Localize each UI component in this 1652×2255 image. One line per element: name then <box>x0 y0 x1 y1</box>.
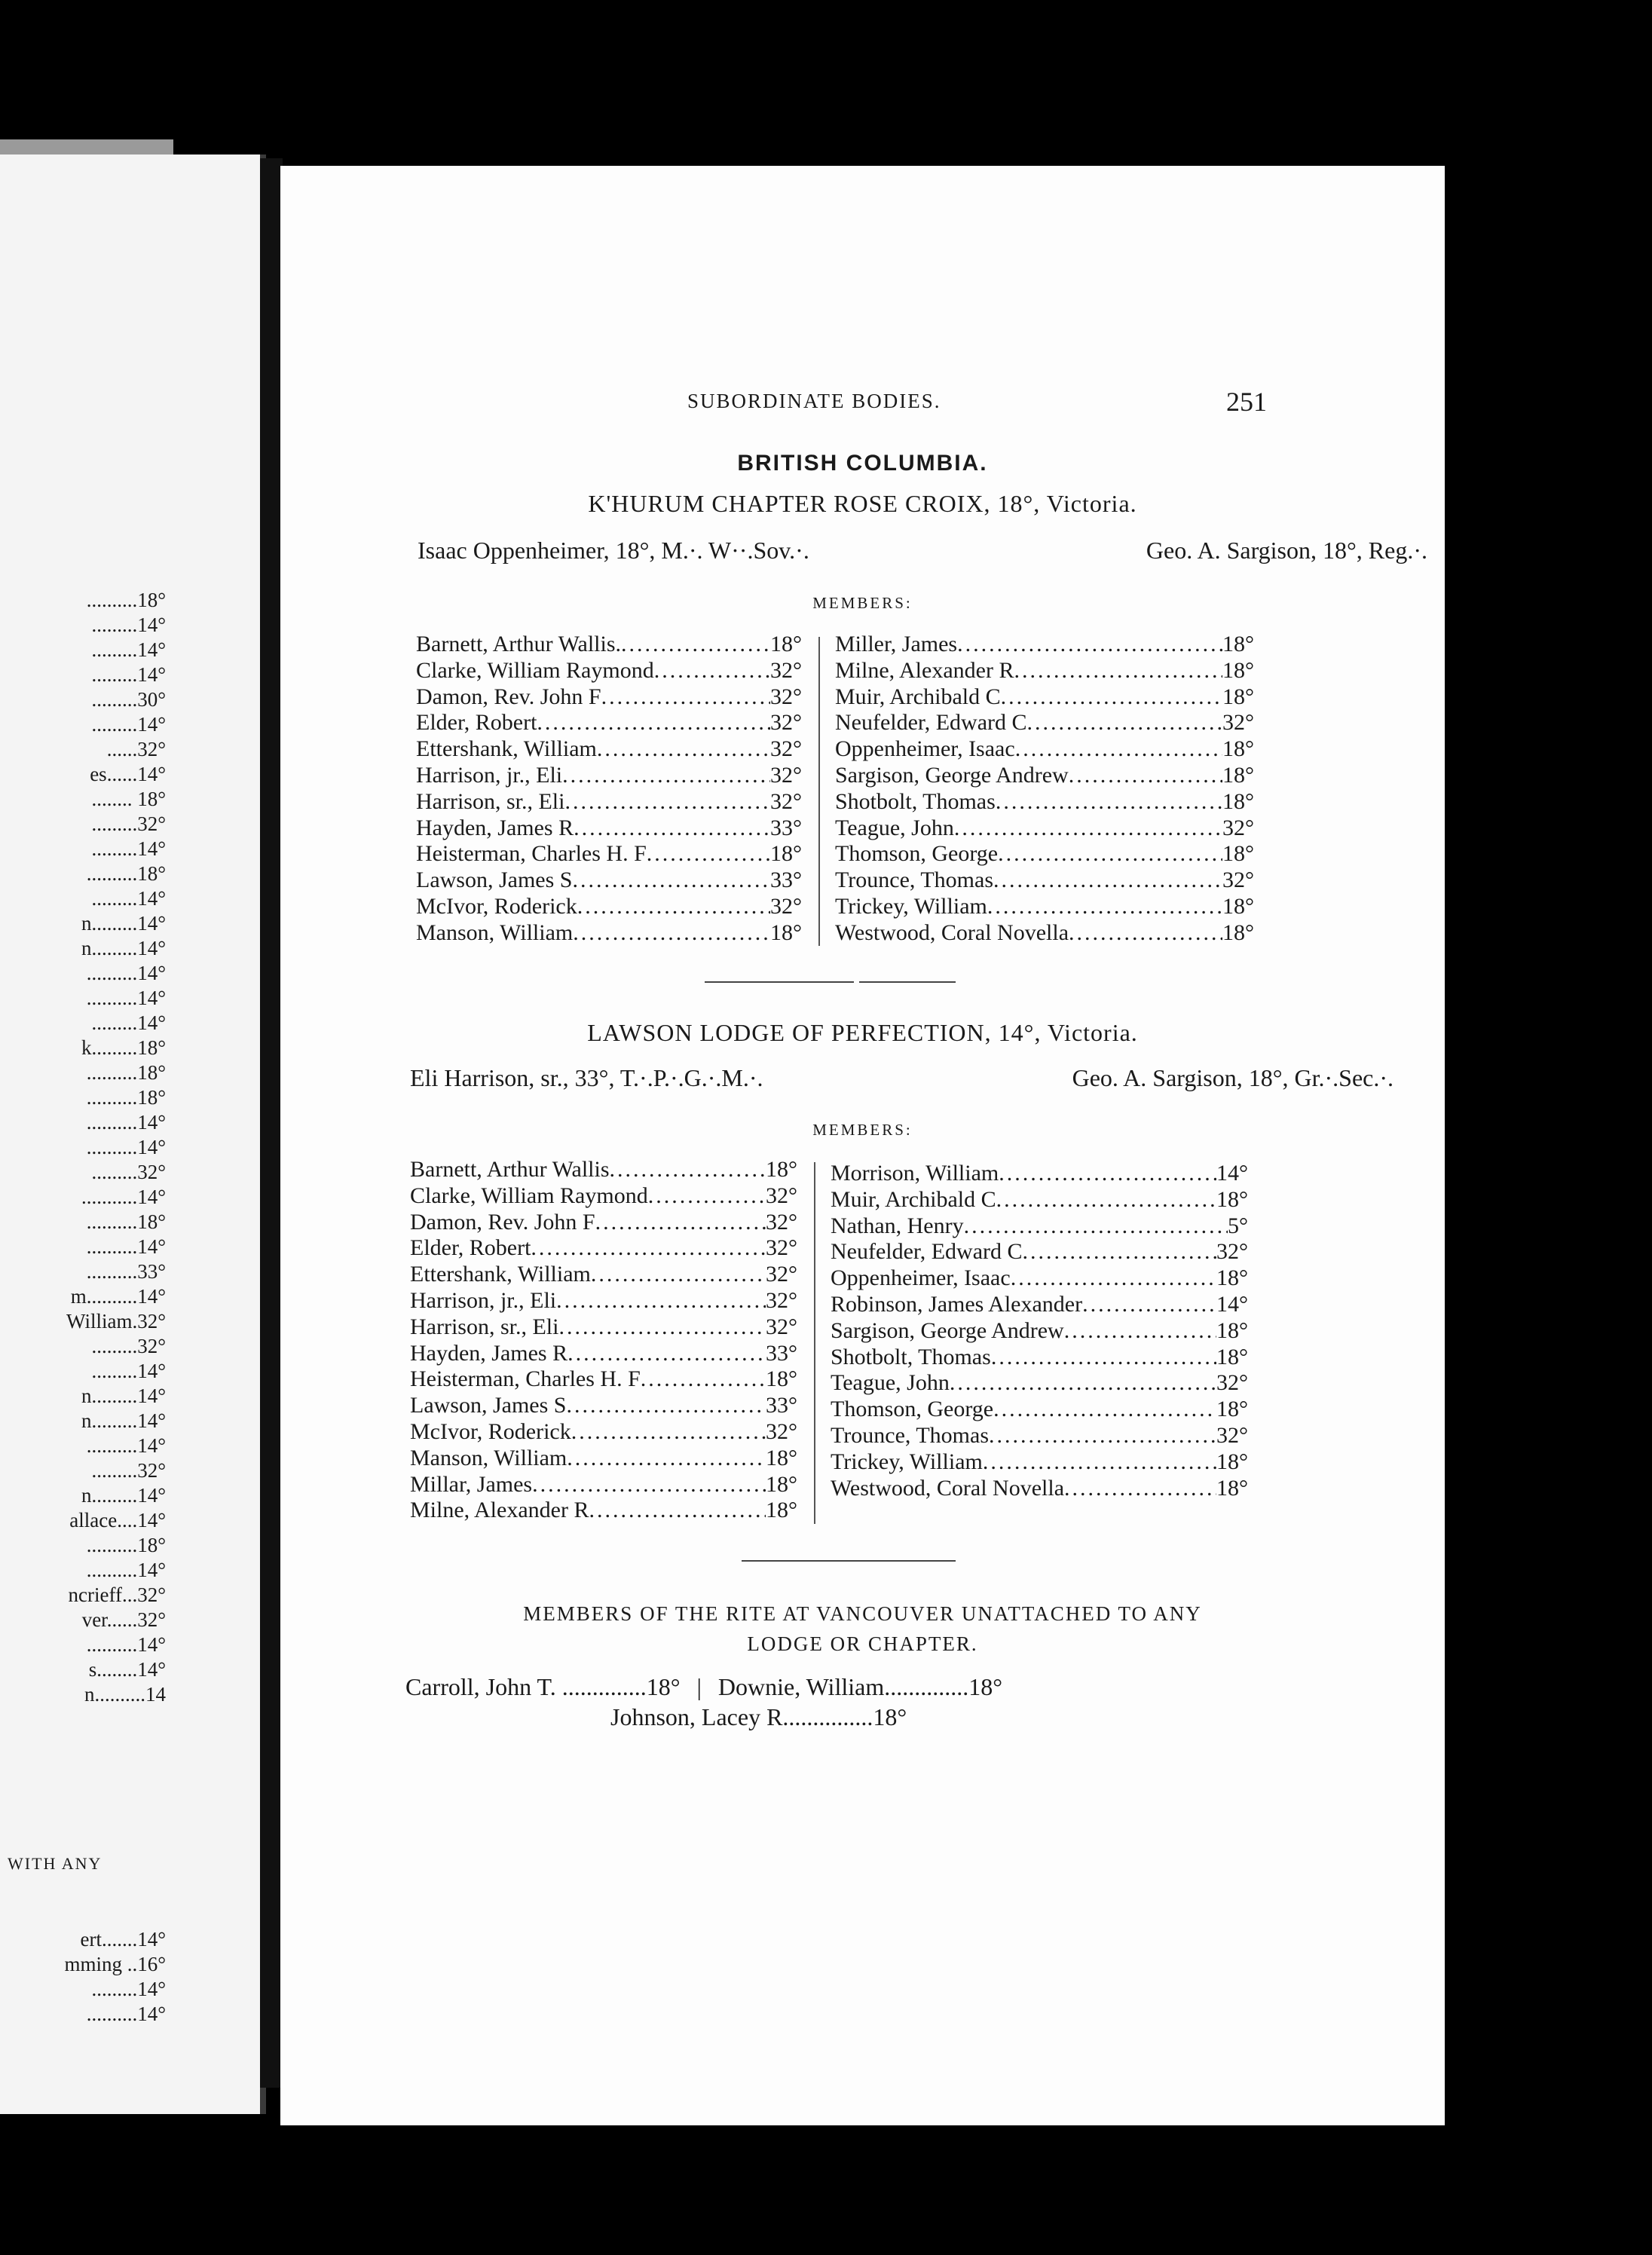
member-degree: 32° <box>766 1418 797 1444</box>
member-name: Oppenheimer, Isaac <box>831 1265 1011 1291</box>
member-degree: 18° <box>1222 736 1254 762</box>
column-divider <box>814 1162 815 1524</box>
member-name: Ettershank, William <box>410 1262 591 1287</box>
member-name: Westwood, Coral Novella <box>831 1475 1065 1501</box>
left-page-entry: .........30° <box>91 688 166 711</box>
leader-dots <box>957 632 1222 658</box>
member-degree: 32° <box>766 1235 797 1261</box>
khurum-members-right <box>835 632 1254 947</box>
member-name: Elder, Robert <box>410 1235 531 1261</box>
left-page-entry: .........32° <box>91 1335 166 1357</box>
leader-dots <box>998 841 1222 867</box>
leader-dots <box>1064 1476 1216 1502</box>
member-degree: 32° <box>766 1287 797 1313</box>
member-degree: 32° <box>770 710 802 736</box>
member-degree: 32° <box>1222 815 1254 840</box>
leader-dots <box>566 1393 766 1419</box>
khurum-members-label: MEMBERS: <box>812 594 913 612</box>
leader-dots <box>601 684 770 711</box>
leader-dots <box>993 867 1222 894</box>
left-page-entry: ...........14° <box>81 1186 166 1208</box>
leader-dots <box>574 815 770 842</box>
member-row <box>835 658 1254 684</box>
member-row <box>835 841 1254 867</box>
left-page-lower-list <box>0 1927 166 2027</box>
member-row <box>416 841 802 867</box>
member-name: Westwood, Coral Novella <box>835 919 1069 945</box>
member-row <box>416 736 802 763</box>
member-degree: 32° <box>766 1183 797 1208</box>
member-row <box>416 815 802 842</box>
left-page-entry: k.........18° <box>81 1036 166 1059</box>
left-page-entry: mming ..16° <box>64 1953 166 1975</box>
vancouver-member-johnson: Johnson, Lacey R...............18° <box>610 1703 907 1730</box>
member-name: Thomson, George <box>835 841 999 867</box>
member-degree: 18° <box>1216 1265 1248 1291</box>
left-page-entry: n..........14 <box>84 1683 166 1706</box>
left-page-entry: .........14° <box>91 1360 166 1382</box>
left-page-entry: n.........14° <box>81 1409 166 1432</box>
member-row <box>831 1213 1248 1240</box>
member-degree: 18° <box>766 1157 797 1182</box>
leader-dots <box>577 894 770 920</box>
member-name: Heisterman, Charles H. F <box>416 841 647 867</box>
member-name: Clarke, William Raymond <box>410 1183 648 1208</box>
member-degree: 32° <box>770 788 802 814</box>
vancouver-member-carroll: Carroll, John T. ..............18° <box>405 1673 681 1700</box>
leader-dots <box>567 1446 766 1472</box>
member-degree: 32° <box>1216 1239 1248 1265</box>
member-row <box>835 920 1254 947</box>
left-page-entry: .........32° <box>91 812 166 835</box>
member-name: Harrison, sr., Eli <box>416 788 565 814</box>
member-name: Trickey, William <box>831 1449 983 1474</box>
member-name: Teague, John <box>835 815 954 840</box>
member-name: Morrison, William <box>831 1161 999 1186</box>
page-gutter <box>260 158 283 2088</box>
member-row <box>831 1449 1248 1476</box>
leader-dots <box>989 1423 1216 1449</box>
member-row <box>835 894 1254 920</box>
member-name: Elder, Robert <box>416 710 537 736</box>
member-degree: 32° <box>1222 710 1254 736</box>
member-degree: 14° <box>1216 1291 1248 1317</box>
member-degree: 18° <box>1216 1449 1248 1474</box>
member-degree: 18° <box>770 841 802 867</box>
member-degree: 32° <box>770 657 802 683</box>
left-page-entry: ..........14° <box>86 1111 166 1134</box>
leader-dots <box>531 1235 766 1262</box>
left-page-entry: .........14° <box>91 837 166 860</box>
member-name: Muir, Archibald C <box>835 684 1001 709</box>
left-page-entry: ert.......14° <box>80 1928 166 1951</box>
member-row <box>410 1157 797 1183</box>
member-row <box>835 710 1254 736</box>
member-row <box>416 894 802 920</box>
member-name: McIvor, Roderick <box>416 893 577 919</box>
member-name: Robinson, James Alexander <box>831 1291 1083 1317</box>
left-page-entry: .........14° <box>91 887 166 910</box>
left-page-entry: .........14° <box>91 1978 166 2000</box>
member-degree: 18° <box>1222 632 1254 656</box>
member-name: Damon, Rev. John F <box>416 684 601 709</box>
member-degree: 32° <box>1216 1370 1248 1396</box>
member-name: Manson, William <box>410 1445 567 1470</box>
member-degree: 18° <box>1216 1397 1248 1422</box>
leader-dots <box>991 1345 1216 1371</box>
member-row <box>831 1370 1248 1397</box>
member-row <box>410 1366 797 1393</box>
member-name: Trounce, Thomas <box>831 1422 989 1448</box>
left-page-entry: William.32° <box>66 1310 166 1332</box>
member-row <box>410 1472 797 1498</box>
member-name: Ettershank, William <box>416 736 597 762</box>
member-row <box>831 1397 1248 1423</box>
left-page-entry: ..........14° <box>86 1235 166 1258</box>
member-name: Thomson, George <box>831 1397 994 1422</box>
member-name: Lawson, James S <box>410 1393 567 1418</box>
leader-dots <box>1064 1318 1216 1345</box>
member-name: Millar, James <box>410 1471 533 1497</box>
member-degree: 18° <box>766 1366 797 1392</box>
left-page-entry: .........32° <box>91 1161 166 1183</box>
leader-dots <box>964 1213 1228 1240</box>
member-name: Damon, Rev. John F <box>410 1209 595 1235</box>
leader-dots <box>558 1314 766 1341</box>
left-page-with-any: WITH ANY <box>8 1854 102 1873</box>
lawson-members-right <box>831 1161 1248 1501</box>
member-degree: 18° <box>766 1471 797 1497</box>
leader-dots <box>1023 1239 1216 1265</box>
member-row <box>416 658 802 684</box>
leader-dots <box>647 841 770 867</box>
leader-dots <box>954 815 1222 842</box>
member-degree: 18° <box>770 632 802 656</box>
member-row <box>416 710 802 736</box>
member-row <box>835 815 1254 842</box>
member-row <box>835 789 1254 815</box>
lawson-members-label: MEMBERS: <box>812 1121 913 1139</box>
member-name: Lawson, James S <box>416 867 573 893</box>
member-degree: 18° <box>1216 1475 1248 1501</box>
member-name: Barnett, Arthur Wallis. <box>416 632 621 656</box>
leader-dots <box>950 1370 1216 1397</box>
member-name: Oppenheimer, Isaac <box>835 736 1015 762</box>
section-rule-left <box>705 981 854 983</box>
member-row <box>410 1210 797 1236</box>
left-page-entry: ..........14° <box>86 2003 166 2025</box>
left-page-entry: ..........18° <box>86 1086 166 1109</box>
member-name: Trickey, William <box>835 893 987 919</box>
member-name: Neufelder, Edward C <box>835 710 1027 736</box>
book-spine-edge <box>0 139 173 155</box>
leader-dots <box>556 1288 766 1314</box>
leader-dots <box>1069 920 1222 947</box>
left-page-entry: .........32° <box>91 1459 166 1482</box>
member-name: Manson, William <box>416 919 574 945</box>
member-row <box>410 1419 797 1446</box>
member-name: Hayden, James R <box>416 815 574 840</box>
member-degree: 32° <box>766 1314 797 1339</box>
left-page-entry: ..........14° <box>86 1434 166 1457</box>
leader-dots <box>595 1210 766 1236</box>
member-name: Muir, Archibald C <box>831 1186 996 1212</box>
khurum-officer-left: Isaac Oppenheimer, 18°, M.·. W··.Sov.·. <box>418 537 809 564</box>
member-row <box>416 867 802 894</box>
member-row <box>831 1239 1248 1265</box>
khurum-officer-right: Geo. A. Sargison, 18°, Reg.·. <box>1146 537 1427 564</box>
member-degree: 18° <box>1216 1317 1248 1343</box>
member-degree: 14° <box>1216 1161 1248 1186</box>
lawson-lodge-title: LAWSON LODGE OF PERFECTION, 14°, Victoria. <box>587 1019 1138 1046</box>
member-degree: 18° <box>766 1445 797 1470</box>
right-page <box>280 166 1445 2125</box>
left-page-entry: m..........14° <box>70 1285 166 1308</box>
left-page-entry: ncrieff...32° <box>68 1583 166 1606</box>
member-row <box>410 1235 797 1262</box>
leader-dots <box>567 1341 766 1367</box>
member-row <box>410 1498 797 1524</box>
member-degree: 32° <box>1216 1422 1248 1448</box>
member-name: Shotbolt, Thomas <box>835 788 996 814</box>
leader-dots <box>562 763 770 789</box>
member-row <box>835 632 1254 658</box>
leader-dots <box>621 632 770 658</box>
page-number: 251 <box>1226 387 1267 417</box>
member-degree: 32° <box>1222 867 1254 893</box>
khurum-members-left <box>416 632 802 947</box>
leader-dots <box>537 710 770 736</box>
column-divider <box>818 637 820 946</box>
member-degree: 33° <box>766 1340 797 1366</box>
member-name: Heisterman, Charles H. F <box>410 1366 641 1392</box>
member-degree: 32° <box>766 1262 797 1287</box>
vancouver-title-line2: LODGE OR CHAPTER. <box>747 1632 978 1655</box>
leader-dots <box>572 867 770 894</box>
leader-dots <box>993 1397 1216 1423</box>
member-degree: 18° <box>766 1498 797 1523</box>
lawson-officers <box>410 1064 1393 1092</box>
vancouver-separator: | <box>696 1673 702 1700</box>
left-page-entry: es......14° <box>90 763 166 785</box>
member-name: Trounce, Thomas <box>835 867 993 893</box>
member-degree: 18° <box>1216 1186 1248 1212</box>
member-name: Neufelder, Edward C <box>831 1239 1023 1265</box>
member-degree: 18° <box>1222 893 1254 919</box>
member-row <box>410 1183 797 1210</box>
leader-dots <box>1011 1265 1216 1292</box>
member-name: Clarke, William Raymond <box>416 657 654 683</box>
left-page-entry: ..........14° <box>86 1633 166 1656</box>
leader-dots <box>564 789 770 815</box>
member-row <box>416 632 802 658</box>
member-degree: 18° <box>1216 1344 1248 1369</box>
left-page-entry: ..........18° <box>86 1061 166 1084</box>
member-name: Shotbolt, Thomas <box>831 1344 991 1369</box>
left-page-entry: ..........18° <box>86 862 166 885</box>
member-row <box>831 1423 1248 1449</box>
member-row <box>835 763 1254 789</box>
leader-dots <box>591 1262 766 1288</box>
member-degree: 18° <box>1222 684 1254 709</box>
member-degree: 18° <box>1222 657 1254 683</box>
member-degree: 18° <box>1222 919 1254 945</box>
left-page-entry: ..........33° <box>86 1260 166 1283</box>
running-head: SUBORDINATE BODIES. <box>687 390 941 412</box>
left-page-entry: n.........14° <box>81 1385 166 1407</box>
left-page-entry: ..........18° <box>86 1210 166 1233</box>
member-degree: 18° <box>1222 841 1254 867</box>
leader-dots <box>996 1187 1216 1213</box>
member-row <box>831 1187 1248 1213</box>
left-page-entry: n.........14° <box>81 1484 166 1507</box>
left-page-entry: .........14° <box>91 663 166 686</box>
member-name: Miller, James <box>835 632 958 656</box>
member-row <box>835 867 1254 894</box>
member-degree: 32° <box>766 1209 797 1235</box>
member-degree: 18° <box>770 919 802 945</box>
member-row <box>416 684 802 711</box>
member-degree: 32° <box>770 684 802 709</box>
left-page-entry: .........14° <box>91 713 166 736</box>
member-row <box>835 736 1254 763</box>
member-row <box>831 1345 1248 1371</box>
leader-dots <box>1001 684 1222 711</box>
member-degree: 32° <box>770 736 802 762</box>
leader-dots <box>983 1449 1216 1476</box>
member-row <box>831 1292 1248 1318</box>
state-heading: BRITISH COLUMBIA. <box>737 451 988 476</box>
leader-dots <box>597 736 770 763</box>
left-page-entry: ..........14° <box>86 1136 166 1158</box>
left-page-entry: ......32° <box>106 738 166 760</box>
left-page-entry: .........14° <box>91 613 166 636</box>
leader-dots <box>532 1472 766 1498</box>
member-name: Sargison, George Andrew <box>831 1317 1064 1343</box>
left-page-entry: allace....14° <box>69 1509 166 1531</box>
lawson-officer-left: Eli Harrison, sr., 33°, T.·.P.·.G.·.M.·. <box>410 1064 763 1091</box>
leader-dots <box>1069 763 1222 789</box>
leader-dots <box>589 1498 766 1524</box>
member-row <box>835 684 1254 711</box>
left-page-entry: n.........14° <box>81 912 166 935</box>
left-page-entry: .........14° <box>91 1011 166 1034</box>
member-name: Teague, John <box>831 1370 950 1396</box>
member-degree: 5° <box>1228 1213 1248 1238</box>
member-name: Milne, Alexander R <box>410 1498 589 1523</box>
member-row <box>410 1446 797 1472</box>
member-row <box>831 1265 1248 1292</box>
member-degree: 33° <box>770 815 802 840</box>
member-name: Harrison, jr., Eli <box>416 762 563 788</box>
khurum-chapter-title: K'HURUM CHAPTER ROSE CROIX, 18°, Victoria. <box>588 490 1137 517</box>
leader-dots <box>573 920 770 947</box>
left-page-entry: ..........14° <box>86 987 166 1009</box>
member-row <box>410 1393 797 1419</box>
leader-dots <box>654 658 770 684</box>
vancouver-row-1 <box>405 1673 1002 1701</box>
member-row <box>416 763 802 789</box>
left-page-fragment <box>0 155 266 2114</box>
section-rule-right <box>859 981 956 983</box>
left-page-entry: .........14° <box>91 638 166 661</box>
leader-dots <box>641 1366 766 1393</box>
left-page-entry: ver......32° <box>81 1608 166 1631</box>
member-degree: 33° <box>770 867 802 893</box>
member-name: Harrison, sr., Eli <box>410 1314 559 1339</box>
lawson-officer-right: Geo. A. Sargison, 18°, Gr.·.Sec.·. <box>1072 1064 1393 1091</box>
member-name: McIvor, Roderick <box>410 1418 571 1444</box>
leader-dots <box>1027 710 1222 736</box>
leader-dots <box>996 789 1222 815</box>
vancouver-member-downie: Downie, William..............18° <box>717 1673 1002 1700</box>
member-row <box>831 1161 1248 1187</box>
member-name: Barnett, Arthur Wallis <box>410 1157 610 1182</box>
leader-dots <box>1015 736 1222 763</box>
section-rule <box>742 1560 956 1562</box>
member-row <box>831 1476 1248 1502</box>
member-degree: 18° <box>1222 788 1254 814</box>
member-name: Milne, Alexander R <box>835 657 1014 683</box>
left-page-entry: n.........14° <box>81 937 166 959</box>
leader-dots <box>1014 658 1222 684</box>
member-row <box>410 1288 797 1314</box>
member-degree: 32° <box>770 893 802 919</box>
member-name: Sargison, George Andrew <box>835 762 1069 788</box>
leader-dots <box>648 1183 766 1210</box>
leader-dots <box>987 894 1222 920</box>
member-degree: 33° <box>766 1393 797 1418</box>
khurum-officers <box>418 537 1427 565</box>
left-page-entry: ..........14° <box>86 1559 166 1581</box>
member-row <box>416 920 802 947</box>
leader-dots <box>999 1161 1216 1187</box>
member-name: Harrison, jr., Eli <box>410 1287 557 1313</box>
member-name: Hayden, James R <box>410 1340 568 1366</box>
left-page-upper-list <box>0 588 166 1707</box>
left-page-entry: ..........18° <box>86 589 166 611</box>
member-row <box>410 1262 797 1288</box>
left-page-entry: ........ 18° <box>91 788 166 810</box>
leader-dots <box>571 1419 766 1446</box>
member-degree: 18° <box>1222 762 1254 788</box>
left-page-entry: s........14° <box>88 1658 166 1681</box>
lawson-members-left <box>410 1157 797 1524</box>
leader-dots <box>610 1157 766 1183</box>
member-row <box>416 789 802 815</box>
left-page-entry: ..........14° <box>86 962 166 984</box>
left-page-entry: ..........18° <box>86 1534 166 1556</box>
member-name: Nathan, Henry <box>831 1213 964 1238</box>
member-row <box>410 1341 797 1367</box>
member-row <box>831 1318 1248 1345</box>
vancouver-title-line1: MEMBERS OF THE RITE AT VANCOUVER UNATTACHED TO ANY <box>523 1602 1202 1625</box>
member-row <box>410 1314 797 1341</box>
member-degree: 32° <box>770 762 802 788</box>
leader-dots <box>1082 1292 1216 1318</box>
